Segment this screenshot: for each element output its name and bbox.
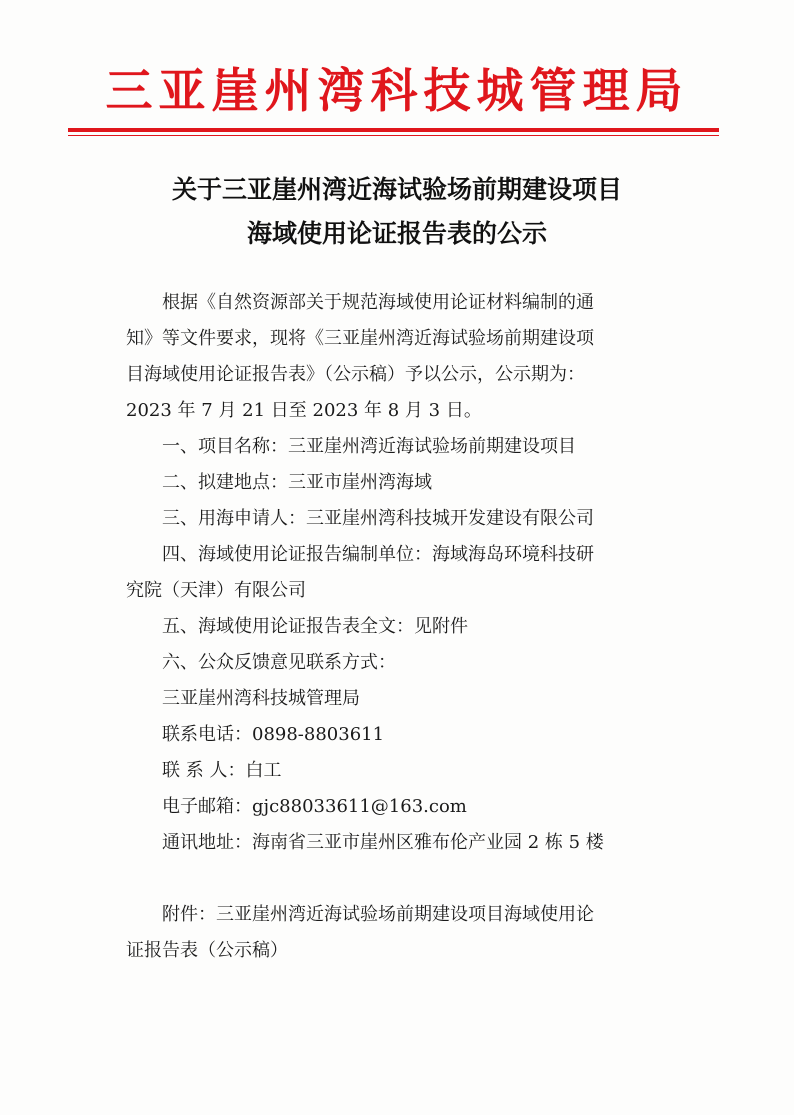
masthead-red-rule-thin bbox=[68, 135, 719, 136]
notice-title-line-1: 关于三亚崖州湾近海试验场前期建设项目 bbox=[171, 175, 622, 204]
contact-org: 三亚崖州湾科技城管理局 bbox=[162, 688, 360, 709]
item-feedback-contact: 六、公众反馈意见联系方式： bbox=[162, 652, 396, 673]
item-applicant: 三、用海申请人：三亚崖州湾科技城开发建设有限公司 bbox=[162, 508, 594, 529]
intro-line-3: 目海域使用论证报告表》（公示稿）予以公示，公示期为： bbox=[126, 364, 585, 385]
masthead-red-rule-thick bbox=[68, 128, 719, 132]
item-location: 二、拟建地点：三亚市崖州湾海域 bbox=[162, 472, 432, 493]
item-compiler-line-2: 究院（天津）有限公司 bbox=[126, 580, 306, 601]
attachment-line-2: 证报告表（公示稿） bbox=[126, 940, 288, 961]
intro-line-4: 2023 年 7 月 21 日至 2023 年 8 月 3 日。 bbox=[126, 400, 482, 421]
masthead-org-name: 三亚崖州湾科技城管理局 bbox=[105, 64, 689, 119]
notice-title-line-2: 海域使用论证报告表的公示 bbox=[246, 219, 547, 248]
intro-line-1: 根据《自然资源部关于规范海域使用论证材料编制的通 bbox=[162, 292, 594, 313]
item-full-text: 五、海域使用论证报告表全文：见附件 bbox=[162, 616, 468, 637]
contact-phone: 联系电话：0898-8803611 bbox=[162, 724, 385, 745]
intro-line-2: 知》等文件要求，现将《三亚崖州湾近海试验场前期建设项 bbox=[126, 328, 594, 349]
blank-line bbox=[126, 861, 674, 897]
contact-email: 电子邮箱：gjc88033611@163.com bbox=[162, 796, 467, 817]
attachment-line-1: 附件：三亚崖州湾近海试验场前期建设项目海域使用论 bbox=[162, 904, 594, 925]
notice-body bbox=[126, 285, 674, 969]
item-compiler-line-1: 四、海域使用论证报告编制单位：海域海岛环境科技研 bbox=[162, 544, 594, 565]
item-project-name: 一、项目名称：三亚崖州湾近海试验场前期建设项目 bbox=[162, 436, 576, 457]
contact-person: 联 系 人：白工 bbox=[162, 760, 282, 781]
notice-title bbox=[80, 168, 714, 256]
contact-address: 通讯地址：海南省三亚市崖州区雅布伦产业园 2 栋 5 楼 bbox=[162, 832, 604, 853]
